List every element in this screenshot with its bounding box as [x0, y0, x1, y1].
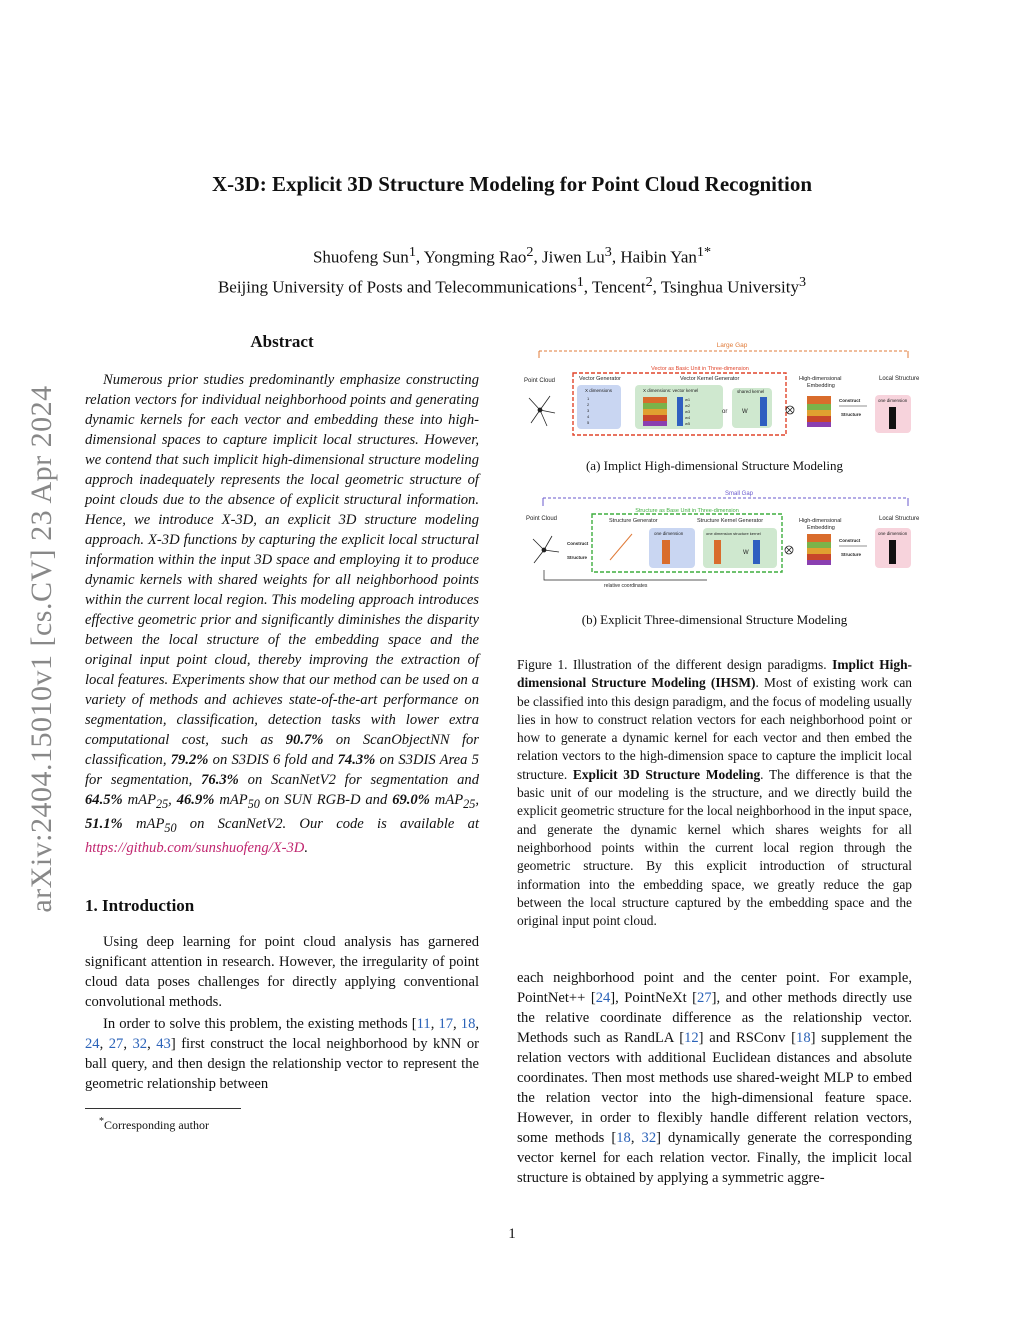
svg-text:Structure: Structure — [567, 555, 588, 560]
section-heading-introduction: 1. Introduction — [85, 895, 195, 915]
gap-label: Small Gap — [724, 491, 754, 497]
left-column — [85, 332, 479, 1135]
citation-link[interactable]: 27 — [697, 990, 712, 1007]
svg-text:w5: w5 — [685, 421, 691, 426]
arxiv-stamp: arXiv:2404.15010v1 [cs.CV] 23 Apr 2024 — [25, 385, 58, 913]
svg-text:one dimension: one dimension — [878, 398, 908, 403]
footnote: *Corresponding author — [99, 1115, 209, 1132]
intro-paragraph: Using deep learning for point cloud analysis has garnered significant attention in research. However, the irregularity of point cloud data poses challenges for directly applying conventional convolutional methods. — [85, 933, 479, 1010]
structure-generator-label: Structure Generator — [609, 518, 658, 524]
svg-text:one dimension: one dimension — [878, 531, 908, 536]
svg-text:Construct: Construct — [567, 541, 589, 546]
author-names: Shuofeng Sun$^1$, Yongming Rao$^2$, Jiwen Lu$^3$, Haibin Yan$^{1*}$ — [312, 244, 712, 267]
point-cloud-label: Point Cloud — [526, 516, 558, 522]
svg-text:w2: w2 — [685, 403, 691, 408]
point-cloud-label: Point Cloud — [524, 378, 556, 384]
author-name: Shuofeng Sun — [312, 247, 409, 267]
citation-link[interactable]: 32 — [641, 1130, 657, 1147]
intro-paragraph-continued: each neighborhood point and the center point. For example, PointNet++ [24], PointNeXt [27], and other methods directly use the relative coordinate difference as the relationship vector. Methods such as RandLA [12] and RSConv [18] supplement the relation vectors with additional Euclidean distances and absolute coordinates. Then most methods use shared-weight MLP to embed the relation vector into the high-dimensional feature space. However, in order to flexibly handle different relation vectors, some methods [18, 32] dynamically generate the corresponding vector kernel for each relation vector. Finally, the implicit local structure is obtained by applying a symmetric aggre- — [517, 970, 913, 1187]
svg-text:High-dimensional: High-dimensional — [799, 518, 842, 524]
local-structure-label: Local Structure — [879, 516, 920, 522]
abstract-heading: Abstract — [250, 332, 314, 351]
vector-kernel-generator-label: Vector Kernel Generator — [680, 376, 740, 382]
figure-1b — [517, 490, 920, 630]
author-name: Yongming Rao — [423, 247, 527, 267]
figure-1a-caption: (a) Implict High-dimensional Structure Modeling — [585, 458, 844, 473]
unit-label: Vector as Basic Unit in Three-dimension — [651, 366, 749, 372]
svg-text:shared kernel: shared kernel — [737, 389, 765, 394]
svg-text:W: W — [742, 409, 748, 415]
page-number: 1 — [508, 1226, 516, 1242]
citation-link[interactable]: 17 — [438, 1015, 454, 1032]
gap-label: Large Gap — [716, 342, 748, 349]
figure-1a — [517, 340, 920, 476]
svg-text:or: or — [722, 409, 728, 415]
citation-link[interactable]: 43 — [156, 1035, 171, 1052]
figure-1b-diagram — [517, 490, 920, 602]
citation-link[interactable]: 24 — [595, 990, 611, 1007]
citation-link[interactable]: 27 — [108, 1035, 124, 1052]
citation-link[interactable]: 12 — [684, 1030, 699, 1047]
svg-text:Embedding: Embedding — [807, 383, 835, 389]
author-name: Jiwen Lu — [542, 247, 605, 267]
right-column — [517, 340, 920, 1190]
svg-text:5: 5 — [587, 420, 590, 425]
svg-text:W: W — [743, 550, 749, 556]
figure-1a-diagram — [517, 340, 920, 448]
citation-link[interactable]: 18 — [616, 1130, 631, 1147]
citation-link[interactable]: 32 — [132, 1035, 148, 1052]
svg-text:one dimension: one dimension — [654, 531, 684, 536]
footnote-divider — [85, 1108, 241, 1109]
code-link[interactable]: https://github.com/sunshuofeng/X-3D — [85, 839, 305, 856]
figure-1-caption: Figure 1. Illustration of the different design paradigms. Implict High-dimensional Structure Modeling (IHSM). Most of existing work can be classified into this design paradigm, and the focus of modeling usually lies in how to construct relation vectors for each neighborhood point or how to generate a dynamic kernel for each vector and then embed the relation vectors to the high-dimension space to capture the implicit local structure. Explicit 3D Structure Modeling. The difference is that the basic unit of our modeling is the structure, and we directly build the explicit geometric structure for the local neighborhood in the input space, and generate the dynamic kernel which shares weights for all neighborhood points within the current local region through the geometric structure. By this explicit introduction of structural information into the embedding space, we greatly reduce the gap between the local structure captured by the embedding space and the original input point cloud. — [517, 657, 913, 929]
unit-label: Structure as Base Unit in Three-dimension — [635, 508, 739, 514]
svg-text:Structure: Structure — [841, 552, 862, 557]
author-name: Haibin Yan — [620, 247, 697, 267]
svg-text:High-dimensional: High-dimensional — [799, 376, 842, 382]
svg-text:relative coordinates: relative coordinates — [604, 583, 648, 589]
citation-link[interactable]: 18 — [796, 1030, 811, 1047]
citation-link[interactable]: 11 — [416, 1015, 431, 1032]
svg-text:Embedding: Embedding — [807, 525, 835, 531]
svg-text:Structure: Structure — [841, 412, 862, 417]
citation-link[interactable]: 18 — [460, 1015, 476, 1032]
point-cloud-sketch — [529, 396, 555, 426]
svg-text:1: 1 — [587, 396, 590, 401]
affiliations: Beijing University of Posts and Telecommunications$^1$, Tencent$^2$, Tsinghua University$^3$ — [217, 273, 807, 297]
svg-text:w1: w1 — [685, 397, 691, 402]
point-cloud-sketch — [533, 536, 559, 563]
vector-generator-label: Vector Generator — [579, 376, 621, 382]
svg-text:3: 3 — [587, 408, 590, 413]
local-structure-label: Local Structure — [879, 376, 920, 382]
intro-paragraph: In order to solve this problem, the existing methods [11, 17, 18, 24, 27, 32, 43] first construct the local neighborhood by kNN or ball query, and then design the relationship vector to represent the geometric relationship between — [85, 1015, 480, 1092]
svg-text:Construct: Construct — [839, 398, 861, 403]
svg-text:X dimensions: X dimensions — [585, 388, 613, 393]
svg-text:4: 4 — [587, 414, 590, 419]
svg-text:Construct: Construct — [839, 538, 861, 543]
svg-text:w4: w4 — [685, 415, 691, 420]
page-title: X-3D: Explicit 3D Structure Modeling for Point Cloud Recognition — [211, 172, 813, 196]
svg-text:w3: w3 — [685, 409, 691, 414]
citation-link[interactable]: 24 — [85, 1035, 100, 1052]
figure-1b-caption: (b) Explicit Three-dimensional Structure Modeling — [581, 612, 848, 627]
svg-text:one dimension structure kernel: one dimension structure kernel — [706, 531, 761, 536]
author-block — [0, 240, 1024, 299]
svg-text:2: 2 — [587, 402, 590, 407]
abstract-body: Numerous prior studies predominantly emphasize constructing relation vectors for individual neighborhood points and generating dynamic kernels for each vector and embedding these into high-dimensional spaces to capture implicit local structures. However, we contend that such implicit high-dimensional structure modeling approch inadequately represents the local geometric structure of point clouds due to the absence of explicit structural information. Hence, we introduce X-3D, an explicit 3D structure modeling approach. X-3D functions by capturing the explicit local structural information within the input 3D space and employing it to produce dynamic kernels with shared weights for all neighborhood points within the current local region. This modeling approach introduces effective geometric prior and significantly diminishes the disparity between the local structure of the embedding space and the original input point cloud, thereby improving the extraction of local features. Experiments show that our method can be used on a variety of methods and achieves state-of-the-art performance on segmentation, classification, detection tasks with lower extra computational cost, such as 90.7% on ScanObjectNN for classification, 79.2% on S3DIS 6 fold and 74.3% on S3DIS Area 5 for segmentation, 76.3% on ScanNetV2 for segmentation and 64.5% mAP$_{25}$, 46.9% mAP$_{50}$ on SUN RGB-D and 69.0% mAP$_{25}$, 51.1% mAP$_{50}$ on ScanNetV2. Our code is available at https://github.com/sunshuofeng/X-3D. — [85, 372, 480, 856]
structure-kernel-generator-label: Structure Kernel Generator — [697, 518, 764, 524]
svg-text:X dimensions: vector kernel: X dimensions: vector kernel — [643, 388, 699, 393]
